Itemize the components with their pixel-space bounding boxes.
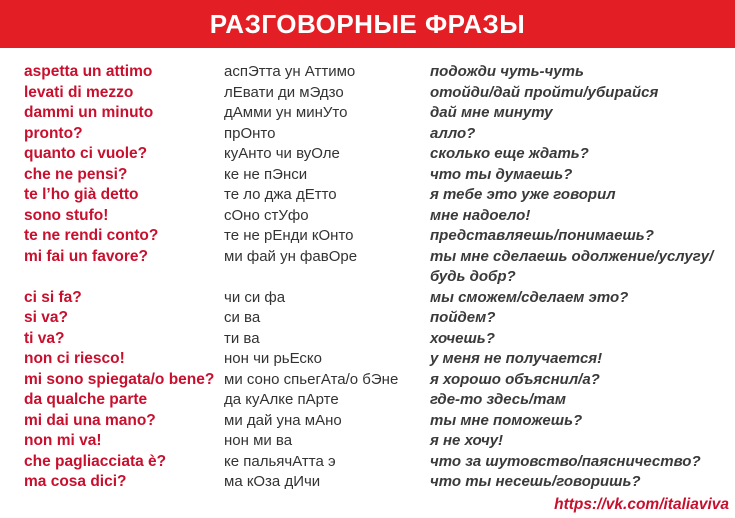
footer-link[interactable]: https://vk.com/italiaviva (554, 496, 729, 513)
russian-column (430, 62, 730, 493)
russian-translation: пойдем? (430, 309, 496, 326)
italian-phrase: te l’ho già detto (24, 186, 139, 203)
russian-translation: ты мне поможешь? (430, 411, 583, 429)
group-spacer (24, 267, 224, 288)
italian-phrase: te ne rendi conto? (24, 227, 159, 244)
transcription: ми дай уна мАно (224, 411, 342, 429)
russian-translation: что за шутовство/паясничество? (430, 452, 701, 470)
russian-translation: я не хочу! (430, 432, 504, 449)
title-banner (0, 0, 735, 48)
russian-translation: что ты думаешь? (430, 165, 573, 183)
russian-translation: подожди чуть-чуть (430, 63, 584, 80)
transcription: ма кОза дИчи (224, 473, 321, 490)
italian-phrase: ma cosa dici? (24, 473, 127, 490)
transcription: куАнто чи вуОле (224, 145, 340, 162)
transcription: ти ва (224, 329, 260, 347)
transcription: ми фай ун фавОре (224, 247, 358, 265)
italian-phrase: sono stufo! (24, 206, 109, 224)
italian-column (24, 62, 224, 493)
transcription-column (224, 62, 424, 493)
russian-translation: у меня не получается! (430, 350, 603, 367)
italian-phrase: ti va? (24, 329, 65, 347)
russian-translation: я хорошо объяснил/а? (430, 370, 600, 388)
italian-phrase: mi dai una mano? (24, 411, 156, 429)
italian-phrase: levati di mezzo (24, 83, 134, 101)
group-spacer (224, 267, 424, 288)
russian-translation: дай мне минуту (430, 104, 553, 121)
russian-translation: что ты несешь/говоришь? (430, 473, 641, 490)
russian-translation: алло? (430, 124, 476, 142)
russian-translation: будь добр? (430, 268, 516, 285)
transcription: прОнто (224, 124, 276, 142)
italian-phrase: mi fai un favore? (24, 247, 149, 265)
page-title: РАЗГОВОРНЫЕ ФРАЗЫ (209, 8, 526, 39)
italian-phrase: ci si fa? (24, 288, 82, 306)
russian-translation: ты мне сделаешь одолжение/услугу/ (430, 247, 714, 265)
russian-translation: представляешь/понимаешь? (430, 227, 654, 244)
italian-phrase: mi sono spiegata/o bene? (24, 370, 215, 388)
russian-translation: я тебе это уже говорил (430, 186, 616, 203)
transcription: чи си фа (224, 288, 286, 306)
transcription: аспЭтта ун Аттимо (224, 63, 356, 80)
russian-translation: где-то здесь/там (430, 391, 566, 408)
transcription: те ло джа дЕтто (224, 186, 337, 203)
transcription: си ва (224, 309, 261, 326)
italian-phrase: quanto ci vuole? (24, 145, 148, 162)
italian-phrase: si va? (24, 309, 68, 326)
transcription: ке пальячАтта э (224, 452, 336, 470)
transcription: лЕвати ди мЭдзо (224, 83, 344, 101)
russian-translation: мы сможем/сделаем это? (430, 288, 629, 306)
italian-phrase: non ci riesco! (24, 350, 125, 367)
italian-phrase: aspetta un attimo (24, 63, 153, 80)
russian-translation: мне надоело! (430, 206, 531, 224)
transcription: нон чи рьЕско (224, 350, 323, 367)
transcription: ми соно спьегАта/о бЭне (224, 370, 399, 388)
transcription: дАмми ун минУто (224, 104, 348, 121)
transcription: ке не пЭнси (224, 165, 308, 183)
russian-translation: хочешь? (430, 329, 495, 347)
italian-phrase: che pagliacciata è? (24, 452, 167, 470)
russian-translation: отойди/дай пройти/убирайся (430, 83, 659, 101)
russian-translation: сколько еще ждать? (430, 145, 589, 162)
transcription: те не рЕнди кОнто (224, 227, 354, 244)
italian-phrase: da qualche parte (24, 391, 148, 408)
italian-phrase: che ne pensi? (24, 165, 128, 183)
transcription: да куАлке пАрте (224, 391, 339, 408)
italian-phrase: pronto? (24, 124, 83, 142)
transcription: сОно стУфо (224, 206, 309, 224)
italian-phrase: dammi un minuto (24, 104, 154, 121)
italian-phrase: non mi va! (24, 432, 102, 449)
transcription: нон ми ва (224, 432, 293, 449)
